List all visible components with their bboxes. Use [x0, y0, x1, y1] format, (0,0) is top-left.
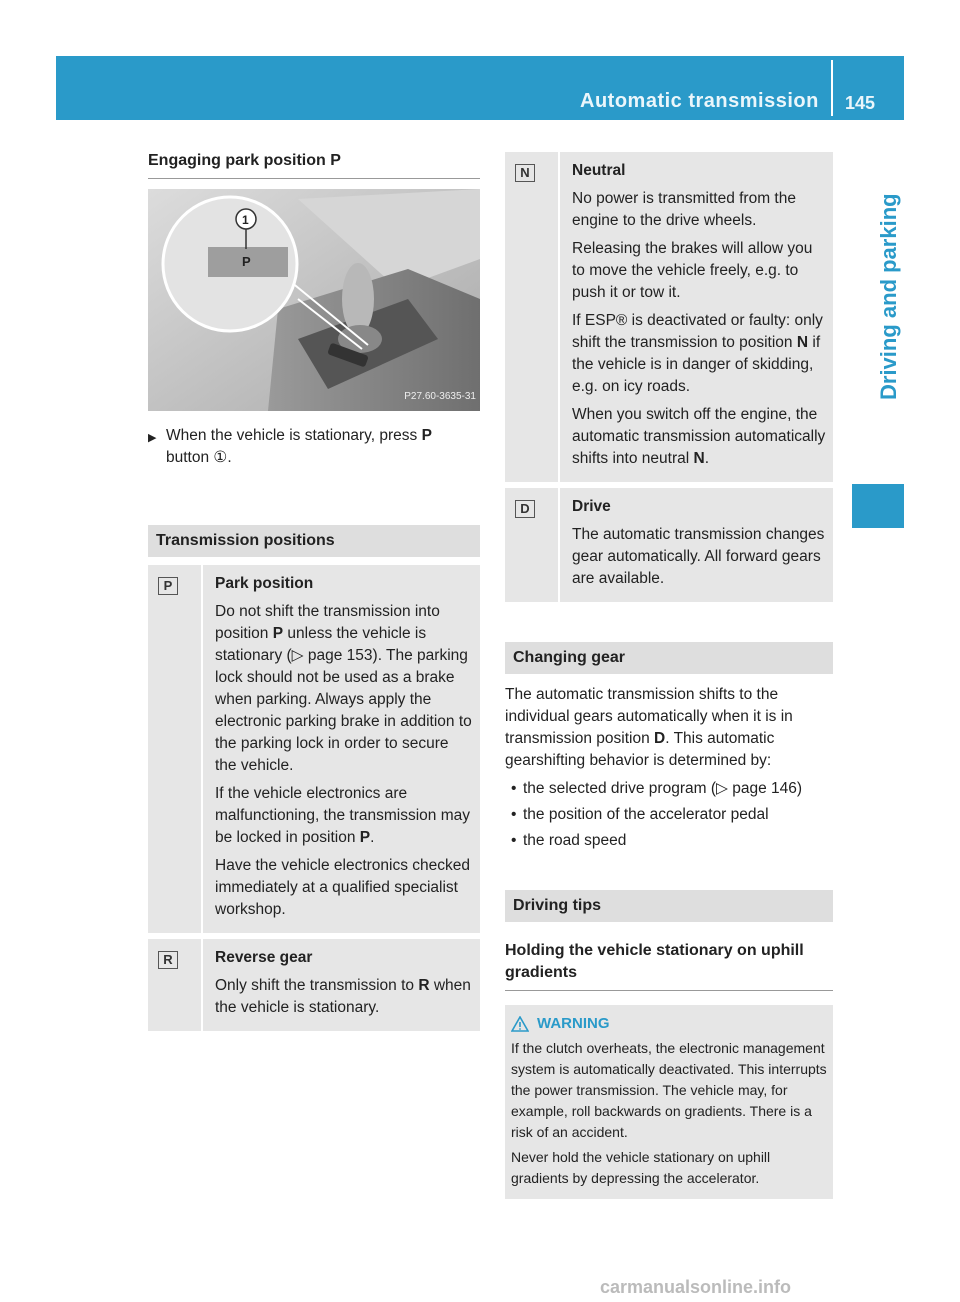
gear-row-neutral: [505, 152, 833, 488]
text-part: If ESP® is deactivated or faulty: only shift the transmission to position: [572, 312, 823, 351]
callout-icon: ①: [213, 449, 228, 466]
key-letter: P: [272, 625, 284, 642]
gear-selector-photo: [148, 189, 480, 411]
key-letter: N: [693, 450, 705, 467]
text-part: unless the vehicle is stationary (▷ page 153). The parking lock should not be used as a brake when parking. Always apply the electronic parking brake in addition to the parking lock in order to secure the vehicle.: [215, 625, 472, 774]
list-item: [505, 804, 833, 826]
arrow-icon: ▶: [148, 432, 157, 444]
gear-paragraph: [572, 238, 827, 304]
left-column: [148, 150, 480, 1031]
watermark: carmanualsonline.info: [600, 1277, 792, 1297]
bullet-icon: •: [511, 806, 517, 823]
text-part: The automatic transmission changes gear automatically. All forward gears are available.: [572, 526, 825, 587]
bullet-text: the position of the accelerator pedal: [523, 806, 769, 823]
gear-paragraph: [572, 188, 827, 232]
text-part: . This automatic gearshifting behavior is determined by:: [505, 730, 775, 769]
bullet-text: the road speed: [523, 832, 627, 849]
gear-paragraph: [572, 310, 827, 398]
photo-callout-1: 1: [242, 213, 249, 227]
transmission-positions-header: Transmission positions: [148, 525, 480, 557]
gear-paragraph: [572, 524, 827, 590]
gear-paragraph: [215, 783, 474, 849]
key-letter: N: [796, 334, 809, 351]
changing-gear-intro: [505, 684, 833, 772]
key-letter: P: [359, 829, 371, 846]
gear-selector-illustration: [148, 189, 480, 411]
gear-title: Reverse gear: [215, 949, 313, 966]
header-divider: [831, 60, 833, 116]
subsection-heading: Holding the vehicle stationary on uphill gradients: [505, 940, 833, 991]
gear-paragraph: [215, 601, 474, 777]
instruction-part: button: [166, 449, 214, 466]
gear-n-icon: N: [515, 164, 535, 182]
text-part: when the vehicle is stationary.: [215, 977, 471, 1016]
gear-d-icon: D: [515, 500, 535, 518]
key-letter: D: [654, 730, 666, 747]
gear-table-right: [505, 152, 833, 602]
text-part: Only shift the transmission to: [215, 977, 419, 994]
gear-paragraph: [215, 975, 474, 1019]
warning-paragraph: Never hold the vehicle stationary on uphill gradients by depressing the accelerator.: [511, 1149, 771, 1186]
text-part: .: [370, 829, 375, 846]
warning-paragraph: If the clutch overheats, the electronic management system is automatically deactivated. This interrupts the power transmission. The vehicle may, for example, roll backwards on gradients. There is a risk of an accident.: [511, 1040, 827, 1140]
gear-title: Park position: [215, 575, 314, 592]
gear-row-reverse: [148, 939, 480, 1031]
key-letter: R: [418, 977, 430, 994]
side-tab-marker: [852, 484, 904, 528]
changing-gear-header: Changing gear: [505, 642, 833, 674]
list-item: [505, 778, 833, 800]
text-part: Have the vehicle electronics checked immediately at a qualified specialist workshop.: [215, 857, 471, 918]
warning-box: [505, 1005, 833, 1199]
gear-paragraph: [215, 855, 474, 921]
instruction-text: [166, 425, 432, 469]
bullet-icon: •: [511, 832, 517, 849]
photo-caption: P27.60-3635-31: [404, 391, 476, 402]
text-part: The automatic transmission shifts to the individual gears automatically when it is in transmission position: [505, 686, 793, 747]
warning-title: [511, 1013, 827, 1034]
gear-r-icon: R: [158, 951, 178, 969]
text-part: .: [704, 450, 709, 467]
text-part: When you switch off the engine, the automatic transmission automatically shifts into neutral: [572, 406, 826, 467]
gear-paragraph: [572, 404, 827, 470]
instruction-part: .: [227, 449, 232, 466]
text-part: Do not shift the transmission into position: [215, 603, 440, 642]
text-part: Releasing the brakes will allow you to move the vehicle freely, e.g. to push it or tow it.: [572, 240, 813, 301]
instruction-part: When the vehicle is stationary, press: [166, 427, 422, 444]
bullet-text: the selected drive program (▷ page 146): [523, 780, 803, 797]
gear-p-icon: P: [158, 577, 178, 595]
instruction-step: [148, 425, 480, 469]
right-column: [505, 152, 833, 1199]
instruction-key: P: [421, 427, 432, 444]
page-number: 145: [845, 93, 876, 113]
warning-triangle-icon: [511, 1016, 529, 1032]
bullet-icon: •: [511, 780, 517, 797]
list-item: [505, 830, 833, 852]
text-part: No power is transmitted from the engine to the drive wheels.: [572, 190, 796, 229]
text-part: If the vehicle electronics are malfunctioning, the transmission may be locked in position: [215, 785, 471, 846]
driving-tips-header: Driving tips: [505, 890, 833, 922]
text-part: if the vehicle is in danger of skidding, e.g. on icy roads.: [572, 334, 821, 395]
photo-button-label: P: [242, 254, 251, 269]
gear-table-left: [148, 565, 480, 1031]
gear-title: Drive: [572, 498, 611, 515]
gear-row-park: [148, 565, 480, 939]
section-heading: Engaging park position P: [148, 150, 480, 179]
warning-label: WARNING: [537, 1015, 610, 1032]
side-tab-label: Driving and parking: [876, 193, 901, 400]
gear-row-drive: [505, 488, 833, 602]
gear-title: Neutral: [572, 162, 626, 179]
page-title: Automatic transmission: [580, 90, 819, 112]
